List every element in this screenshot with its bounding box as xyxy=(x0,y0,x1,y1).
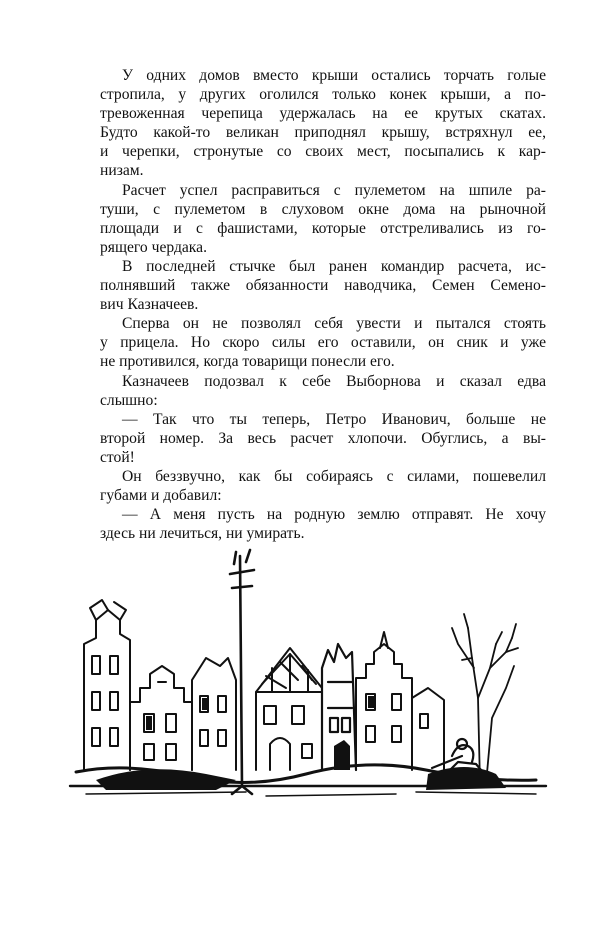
paragraph xyxy=(78,181,546,257)
text-line: вич Казначеев. xyxy=(100,296,199,314)
paragraph xyxy=(78,505,546,543)
paragraph xyxy=(78,314,546,371)
text-line: Он беззвучно, как бы собираясь с силами, пошевелил xyxy=(122,467,546,485)
text-line: Казначеев подозвал к себе Выборнова и сказал едва xyxy=(122,372,546,390)
text-line: Расчет успел расправиться с пулеметом на шпиле ра- xyxy=(122,181,546,199)
bare-tree xyxy=(452,614,518,784)
text-line: туши, с пулеметом в слуховом окне дома на рыночной xyxy=(100,200,546,218)
text-line: В последней стычке был ранен командир расчета, ис- xyxy=(122,257,546,275)
text-line: стой! xyxy=(100,448,135,466)
text-line: не противился, когда товарищи понесли его. xyxy=(100,353,395,371)
ruined-town-illustration xyxy=(66,548,550,810)
stepped-gable-building xyxy=(130,666,192,770)
text-line: полнявший также обязанности наводчика, Семен Семено- xyxy=(100,277,546,295)
text-line: губами и добавил: xyxy=(100,487,222,505)
dark-doorway xyxy=(334,740,350,770)
text-line: Будто какой-то великан приподнял крышу, встряхнул ее, xyxy=(100,124,546,142)
paragraph xyxy=(78,467,546,505)
timbered-building xyxy=(256,648,322,770)
dark-window xyxy=(368,696,374,708)
text-line: здесь ни лечиться, ни умирать. xyxy=(100,525,305,543)
text-line: У одних домов вместо крыши остались торчать голые xyxy=(122,67,546,84)
dark-window xyxy=(146,716,152,730)
text-line: — А меня пусть на родную землю отправят. Не хочу xyxy=(122,506,546,524)
text-line: тревоженная черепица удержалась на ее крутых скатах. xyxy=(100,105,546,123)
text-line: — Так что ты теперь, Петро Иванович, больше не xyxy=(122,410,546,428)
paragraph xyxy=(78,257,546,314)
rubble-mass-right xyxy=(426,767,506,790)
paragraph xyxy=(78,410,546,467)
text-line: стропила, у других оголился только конек крыши, а по- xyxy=(100,86,546,104)
paragraph xyxy=(78,66,546,181)
text-line: и черепки, стронутые со своих мест, посыпались к кар- xyxy=(100,143,546,161)
text-line: второй номер. За весь расчет хлопочи. Обуглись, а вы- xyxy=(100,429,546,447)
text-line: низам. xyxy=(100,162,144,180)
text-line: Сперва он не позволял себя увести и пытался стоять xyxy=(122,315,546,333)
text-line: слышно: xyxy=(100,391,158,409)
text-line: у прицела. Но скоро силы его оставили, он сник и уже xyxy=(100,334,546,352)
rubble-mass xyxy=(96,769,236,790)
body-text xyxy=(78,66,546,543)
small-gable-building xyxy=(192,658,236,770)
dark-window xyxy=(202,698,207,710)
text-line: площади и с фашистами, которые отстреливались из го- xyxy=(100,219,546,237)
paragraph xyxy=(78,372,546,410)
text-line: рящего чердака. xyxy=(100,238,207,256)
ground-shadow xyxy=(86,792,536,796)
left-gable-building xyxy=(84,600,130,770)
